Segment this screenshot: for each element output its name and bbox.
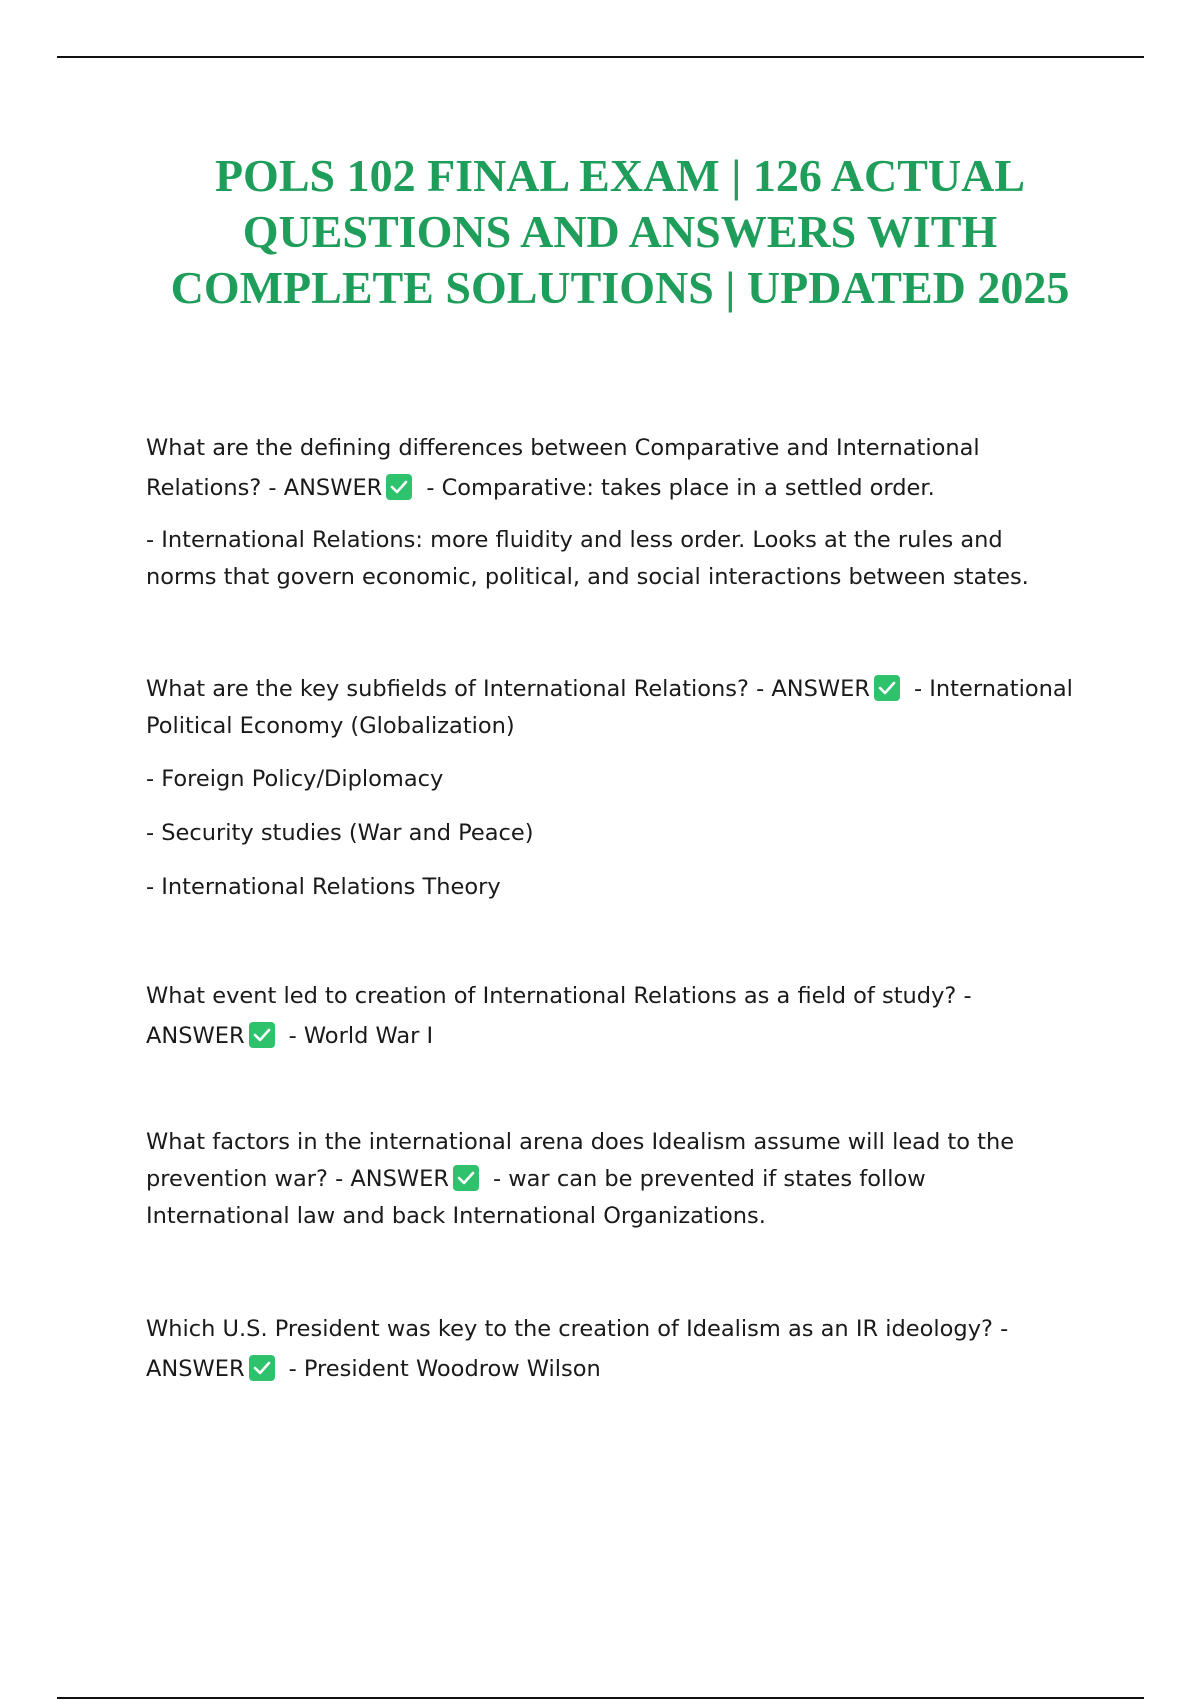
top-rule bbox=[57, 56, 1144, 58]
qa-question-paragraph bbox=[146, 976, 1076, 1056]
answer-text: - World War I bbox=[288, 1023, 434, 1049]
answer-label: ANSWER bbox=[146, 1356, 245, 1382]
answer-text: - International Relations Theory bbox=[146, 874, 501, 900]
question-text: What event led to creation of International Relations as a field of study? - bbox=[146, 983, 972, 1009]
answer-label: ANSWER bbox=[283, 475, 383, 501]
answer-text: - International Relations: more fluidity and less order. Looks at the rules and norms that govern economic, political, and social interactions between states. bbox=[146, 527, 1029, 590]
green-checkmark-icon bbox=[874, 675, 900, 701]
green-checkmark-icon bbox=[249, 1355, 275, 1381]
qa-item bbox=[146, 428, 1076, 610]
question-text: What factors in the international arena does Idealism assume will lead to the prevention war? - bbox=[146, 1129, 1015, 1192]
question-text: Which U.S. President was key to the creation of Idealism as an IR ideology? - bbox=[146, 1316, 1009, 1342]
qa-item bbox=[146, 671, 1076, 921]
green-checkmark-icon bbox=[453, 1165, 479, 1191]
qa-item bbox=[146, 1309, 1076, 1403]
answer-text: - Foreign Policy/Diplomacy bbox=[146, 766, 444, 792]
question-text: What are the key subfields of International Relations? - bbox=[146, 676, 772, 702]
answer-label: ANSWER bbox=[350, 1166, 449, 1192]
qa-question-paragraph bbox=[146, 1309, 1076, 1389]
answer-text: - Comparative: takes place in a settled order. bbox=[426, 475, 935, 501]
qa-item bbox=[146, 976, 1076, 1070]
answer-text: - President Woodrow Wilson bbox=[288, 1356, 601, 1382]
qa-question-paragraph bbox=[146, 1124, 1076, 1235]
document-title: POLS 102 FINAL EXAM | 126 ACTUAL QUESTIONS AND ANSWERS WITH COMPLETE SOLUTIONS | UPDATED 2025 bbox=[170, 150, 1070, 313]
question-text: What are the defining differences between Comparative and International Relations? - bbox=[146, 435, 980, 501]
answer-label: ANSWER bbox=[146, 1023, 245, 1049]
green-checkmark-icon bbox=[249, 1022, 275, 1048]
bottom-rule bbox=[57, 1697, 1144, 1699]
qa-question-paragraph bbox=[146, 671, 1076, 745]
answer-text: - Security studies (War and Peace) bbox=[146, 820, 534, 846]
answer-text: - war can be prevented if states follow International law and back International Organizations. bbox=[146, 1166, 926, 1229]
answer-text: - International Political Economy (Globalization) bbox=[146, 676, 1073, 739]
qa-question-paragraph bbox=[146, 428, 1076, 508]
green-checkmark-icon bbox=[386, 474, 412, 500]
qa-item bbox=[146, 1124, 1076, 1249]
answer-label: ANSWER bbox=[771, 676, 871, 702]
